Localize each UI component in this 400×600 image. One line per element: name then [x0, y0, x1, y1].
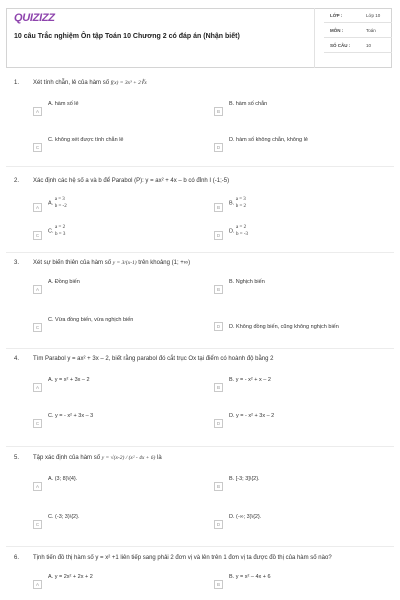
- question-text: Xác định các hệ số a và b để Parabol (P): y = ax² + 4x – b có đỉnh I (-1;-5): [33, 178, 230, 184]
- option-line: b = -3: [236, 232, 249, 237]
- option-letter-box[interactable]: B: [214, 580, 223, 589]
- option-label: D. hàm số không chẵn, không lẻ: [229, 137, 308, 143]
- option-letter-box[interactable]: A: [33, 203, 42, 212]
- question-number: 5.: [14, 455, 20, 461]
- option-letter-box[interactable]: A: [33, 482, 42, 491]
- quizizz-logo: QUIZIZZ: [14, 12, 55, 24]
- meta-value: Toán: [366, 28, 376, 33]
- question-text: [33, 80, 147, 86]
- question-text: Tịnh tiến đồ thị hàm số y = x² +1 liên tiếp sang phải 2 đơn vị và lên trên 1 đơn vị ta được đồ thị của hàm số nào?: [33, 555, 332, 561]
- page-title: 10 câu Trắc nghiệm Ôn tập Toán 10 Chương 2 có đáp án (Nhận biết): [14, 33, 240, 40]
- option-line: a = 3: [235, 197, 246, 202]
- question-math: y = √(x-2) / (x² - 4x + 6): [101, 455, 156, 461]
- option-label: [229, 196, 246, 210]
- option-letter-box[interactable]: B: [214, 203, 223, 212]
- meta-key: SỐ CÂU :: [330, 43, 351, 48]
- option-letter-box[interactable]: D: [214, 520, 223, 529]
- option-system: [55, 224, 65, 238]
- meta-row-grade: [324, 8, 392, 23]
- meta-divider: [314, 8, 315, 68]
- option-label: [229, 224, 248, 238]
- option-line: b = 3: [55, 232, 66, 237]
- option-letter-box[interactable]: D: [214, 322, 223, 331]
- option-line: a = 2: [55, 225, 66, 230]
- option-system: [236, 224, 248, 238]
- meta-value: Lớp 10: [366, 13, 381, 18]
- option-label: [48, 196, 67, 210]
- option-label: B. Nghịch biến: [229, 279, 265, 285]
- divider: [6, 166, 394, 167]
- meta-row-count: [324, 38, 392, 53]
- option-label: C. Vừa đồng biến, vừa nghịch biến: [48, 317, 134, 323]
- option-letter-box[interactable]: B: [214, 107, 223, 116]
- option-label: A. hàm số lẻ: [48, 101, 79, 107]
- option-prefix: C.: [48, 228, 54, 235]
- option-prefix: D.: [229, 228, 235, 235]
- option-label: B. y = x² – 4x + 6: [229, 574, 271, 580]
- option-system: [55, 196, 67, 210]
- question-stem: Xét sự biến thiên của hàm số: [33, 260, 112, 266]
- option-label: C. y = - x² + 3x – 3: [48, 413, 94, 419]
- option-letter-box[interactable]: D: [214, 231, 223, 240]
- option-letter-box[interactable]: B: [214, 383, 223, 392]
- option-letter-box[interactable]: A: [33, 580, 42, 589]
- option-prefix: B.: [229, 200, 235, 207]
- option-line: a = 2: [236, 225, 247, 230]
- meta-value: 10: [366, 43, 372, 48]
- option-label: D. y = - x² + 3x – 2: [229, 413, 275, 419]
- question-stem-after: là: [157, 455, 162, 461]
- option-label: B. [-3; 3]\{2}.: [229, 476, 260, 482]
- question-number: 3.: [14, 260, 20, 266]
- option-letter-box[interactable]: C: [33, 231, 42, 240]
- option-prefix: A.: [48, 200, 54, 207]
- option-letter-box[interactable]: B: [214, 482, 223, 491]
- option-letter-box[interactable]: C: [33, 419, 42, 428]
- option-label: A. y = x² + 3x – 2: [48, 377, 90, 383]
- meta-row-subject: [324, 23, 392, 38]
- option-label: [48, 224, 65, 238]
- option-letter-box[interactable]: B: [214, 285, 223, 294]
- meta-key: LỚP :: [330, 13, 343, 18]
- option-letter-box[interactable]: D: [214, 419, 223, 428]
- option-letter-box[interactable]: A: [33, 285, 42, 294]
- option-label: C. không xét được tính chẵn lẻ: [48, 137, 124, 143]
- option-letter-box[interactable]: A: [33, 107, 42, 116]
- question-stem-after: trên khoảng (1; +∞): [138, 260, 191, 266]
- worksheet-header: [0, 0, 400, 72]
- option-letter-box[interactable]: C: [33, 143, 42, 152]
- option-label: B. y = - x² + x – 2: [229, 377, 271, 383]
- question-math: f(x) = 3x³ + 2∛x: [110, 80, 147, 86]
- option-line: a = 3: [54, 197, 65, 202]
- question-math: y = 3/(x-1): [112, 260, 137, 266]
- option-system: [236, 196, 246, 210]
- option-label: A. Đồng biến: [48, 279, 80, 285]
- meta-panel: [324, 8, 392, 68]
- option-letter-box[interactable]: D: [214, 143, 223, 152]
- option-label: A. y = 2x² + 2x + 2: [48, 574, 93, 580]
- option-label: D. Không đồng biến, cũng không nghịch biến: [229, 324, 339, 330]
- question-stem: Xét tính chẵn, lẻ của hàm số: [33, 80, 110, 86]
- question-number: 6.: [14, 555, 20, 561]
- option-letter-box[interactable]: C: [33, 323, 42, 332]
- question-text: Tìm Parabol y = ax² + 3x – 2, biết rằng parabol đó cắt trục Ox tại điểm có hoành độ bằng 2: [33, 356, 274, 362]
- question-number: 2.: [14, 178, 20, 184]
- option-letter-box[interactable]: C: [33, 520, 42, 529]
- option-label: B. hàm số chẵn: [229, 101, 268, 107]
- meta-key: MÔN :: [330, 28, 344, 33]
- divider: [6, 348, 394, 349]
- question-number: 4.: [14, 356, 20, 362]
- option-letter-box[interactable]: A: [33, 383, 42, 392]
- option-label: C. (-3; 3)\{2}.: [48, 514, 80, 520]
- question-text: [33, 260, 190, 266]
- question-number: 1.: [14, 80, 20, 86]
- question-stem: Tập xác định của hàm số: [33, 455, 101, 461]
- option-line: b = -2: [54, 204, 67, 209]
- option-label: D. (-∞; 3)\{2}.: [229, 514, 262, 520]
- question-text: [33, 455, 162, 461]
- divider: [6, 252, 394, 253]
- divider: [6, 446, 394, 447]
- option-label: A. (3; 8)\{4}.: [48, 476, 78, 482]
- option-line: b = 2: [235, 204, 247, 209]
- divider: [6, 546, 394, 547]
